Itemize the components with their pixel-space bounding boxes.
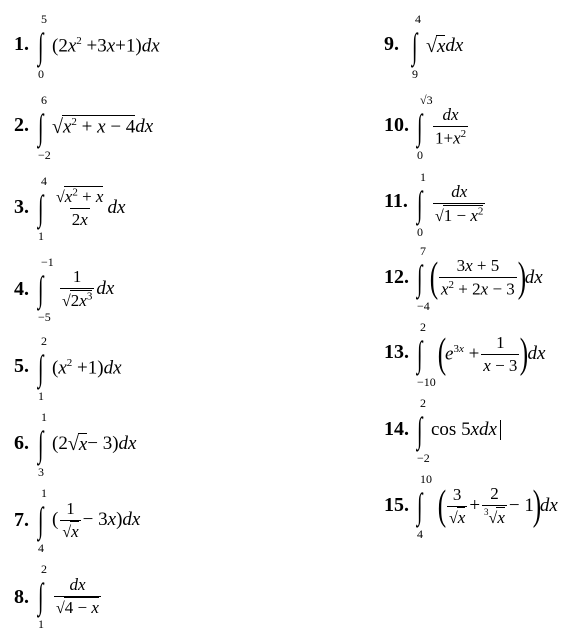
problem-number-11: 11.	[384, 190, 408, 212]
problem-number-15: 15.	[384, 494, 409, 516]
integral-9: ∫ 4 9 √ x dx	[412, 12, 464, 81]
problem-number-4: 4.	[14, 278, 29, 300]
problem-number-9: 9.	[384, 33, 399, 55]
problem-number-8: 8.	[14, 586, 29, 608]
integral-1: ∫ 5 0 $(2x^2 +3x+1)dx$	[38, 12, 160, 81]
integral-sign-13: ∫ 2 −10	[417, 320, 436, 389]
problem-number-1: 1.	[14, 33, 29, 55]
problem-number-12: 12.	[384, 266, 409, 288]
integral-sign-7: ∫ 1 4	[38, 486, 47, 555]
text-cursor	[500, 420, 502, 440]
integral-3: ∫ 4 1 $\frac{√x^2 + x}{2x}$ dx	[38, 174, 126, 243]
integral-sign-9: ∫ 4 9	[412, 12, 421, 81]
integral-2: ∫ 6 −2 √ $x^2 + x - 4$ dx	[38, 93, 154, 162]
integral-6: ∫ 1 3 (2 √ x − 3)dx	[38, 410, 137, 479]
integral-4: ∫ −1 −5 $\frac{1}{√2x^3}$ dx	[38, 255, 115, 324]
integral-sign-12: ∫ 7 −4	[417, 244, 430, 313]
integral-sign-8: ∫ 2 1	[38, 562, 47, 631]
problem-number-6: 6.	[14, 432, 29, 454]
integral-sign-6: ∫ 1 3	[38, 410, 47, 479]
problem-number-5: 5.	[14, 355, 29, 377]
integral-5: ∫ 2 1 $(x^2 +1)dx$	[38, 334, 122, 403]
integral-sign-2: ∫ 6 −2	[38, 93, 51, 162]
integral-8: ∫ 2 1 $\frac{dx}{√4 - x}$	[38, 562, 99, 631]
integral-sign-4: ∫ −1 −5	[38, 255, 54, 324]
integral-10: ∫ √3 0 $\frac{dx}{1+x^2}$	[417, 93, 467, 162]
problem-number-10: 10.	[384, 114, 409, 136]
integral-sign-10: ∫ √3 0	[417, 93, 433, 162]
integral-14: ∫ 2 −2 cos 5xdx	[417, 402, 501, 458]
integral-sign-15: ∫ 10 4	[417, 472, 432, 541]
integral-12: ∫ 7 −4 ( $\frac{3x + 5}{x^2 + 2x - 3}$ ) dx	[417, 244, 543, 313]
problem-number-13: 13.	[384, 341, 409, 363]
integral-sign-5: ∫ 2 1	[38, 334, 47, 403]
problem-number-3: 3.	[14, 196, 29, 218]
problem-number-14: 14.	[384, 418, 409, 440]
integral-sign-1: ∫ 5 0	[38, 12, 47, 81]
problem-number-7: 7.	[14, 509, 29, 531]
integral-7: ∫ 1 4 ( $\frac{1}{√x}$ − 3x)dx	[38, 486, 141, 555]
integral-sign-14: ∫ 2 −2	[417, 396, 430, 465]
integral-sign-3: ∫ 4 1	[38, 174, 47, 243]
integral-sign-11: ∫ 1 0	[417, 170, 426, 239]
integral-11: ∫ 1 0 $\frac{dx}{√1 - x^2}$	[417, 170, 484, 239]
integral-13: ∫ 2 −10 ( $e^{3x}$ + $\frac{1}{x - 3}$ ) dx	[417, 320, 546, 389]
problem-number-2: 2.	[14, 114, 29, 136]
integral-15: ∫ 10 4 ( $\frac{3}{√x}$ + $\frac{2}{^3√x}$ − 1 ) dx	[417, 472, 558, 541]
